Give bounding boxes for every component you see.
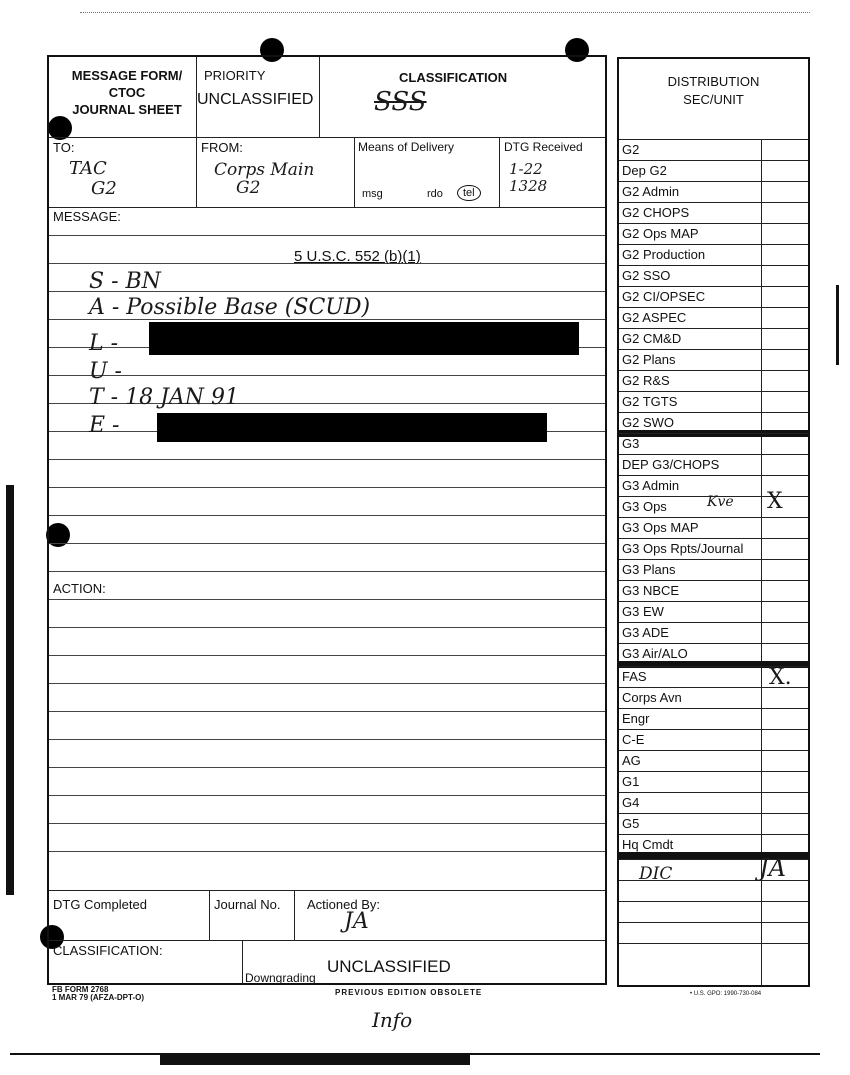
classification-struck: SSS — [374, 87, 427, 117]
distribution-row — [619, 729, 808, 750]
scan-bottom-bar — [160, 1055, 470, 1065]
salute-activity: A - Possible Base (SCUD) — [89, 295, 371, 320]
distribution-row-label: Hq Cmdt — [622, 837, 674, 852]
distribution-row-label: G2 Ops MAP — [622, 226, 699, 241]
divider — [49, 207, 605, 208]
priority-value: UNCLASSIFIED — [197, 91, 314, 108]
distribution-row-label: G2 — [622, 142, 640, 157]
scan-edge-bar — [836, 285, 839, 365]
distribution-row-label: G5 — [622, 816, 640, 831]
distribution-row-label: G1 — [622, 774, 640, 789]
salute-location: L - — [89, 331, 119, 356]
actioned-by-label: Actioned By: — [307, 897, 380, 912]
form-number: FB FORM 2768 1 MAR 79 (AFZA-DPT-O) — [52, 985, 144, 1002]
distribution-row-label: G2 ASPEC — [622, 310, 687, 325]
distribution-row — [619, 370, 808, 391]
distribution-row-label: G2 CM&D — [622, 331, 682, 346]
actioned-by-value: JA — [344, 909, 369, 934]
ruled-line — [49, 739, 605, 740]
gpo-note: • U.S. GPO: 1990-730-084 — [690, 991, 762, 997]
distribution-row-label: G2 Plans — [622, 352, 676, 367]
action-label: ACTION: — [53, 581, 106, 596]
salute-time: T - 18 JAN 91 — [89, 385, 240, 410]
distribution-row — [619, 580, 808, 601]
ruled-line — [49, 683, 605, 684]
fas-mark: X. — [769, 665, 792, 690]
priority-label: PRIORITY — [204, 68, 266, 83]
distribution-row — [619, 750, 808, 771]
distribution-row — [619, 202, 808, 223]
distribution-row — [619, 139, 808, 160]
ruled-line — [49, 375, 605, 376]
message-label: MESSAGE: — [53, 209, 121, 224]
delivery-msg: msg — [362, 188, 383, 200]
ruled-line — [49, 515, 605, 516]
distribution-row-label: G3 Plans — [622, 562, 676, 577]
distribution-row — [619, 181, 808, 202]
distribution-row — [619, 538, 808, 559]
ruled-line — [49, 627, 605, 628]
ruled-line — [49, 487, 605, 488]
distribution-row — [619, 349, 808, 370]
dtg-received-label: DTG Received — [504, 140, 583, 154]
distribution-row-label: G3 Admin — [622, 478, 680, 493]
distribution-row-label: G2 SWO — [622, 415, 675, 430]
journal-no-label: Journal No. — [214, 897, 281, 912]
distribution-row — [619, 328, 808, 349]
redaction-equipment — [157, 413, 547, 442]
divider — [499, 137, 500, 207]
scan-edge-bar — [6, 485, 14, 895]
g3-ops-mark: X — [767, 489, 783, 514]
distribution-row-label: G3 — [622, 436, 640, 451]
distribution-row — [619, 687, 808, 708]
delivery-rdo: rdo — [427, 188, 443, 200]
distribution-row-label: DEP G3/CHOPS — [622, 457, 720, 472]
to-value: TAC G2 — [69, 158, 117, 199]
distribution-row — [619, 286, 808, 307]
distribution-row-label: AG — [622, 753, 641, 768]
ruled-line — [49, 543, 605, 544]
distribution-row — [619, 433, 808, 454]
redaction-location — [149, 322, 579, 355]
divider — [354, 137, 355, 207]
distribution-row — [619, 391, 808, 412]
delivery-label: Means of Delivery — [358, 140, 455, 154]
distribution-row-label: G3 Air/ALO — [622, 646, 688, 661]
ruled-line — [49, 571, 605, 572]
ruled-line — [49, 599, 605, 600]
divider — [242, 940, 243, 985]
distribution-row — [619, 708, 808, 729]
distribution-row-label: G2 Production — [622, 247, 706, 262]
ruled-line — [49, 823, 605, 824]
delivery-tel-circled: tel — [457, 185, 481, 201]
ruled-line — [49, 795, 605, 796]
scan-header-noise — [80, 12, 810, 16]
distribution-row — [619, 517, 808, 538]
distribution-row-label: G3 ADE — [622, 625, 669, 640]
distribution-row-label: G3 NBCE — [622, 583, 680, 598]
ruled-line — [49, 655, 605, 656]
divider — [49, 890, 605, 891]
g3-ops-note: Kve — [707, 494, 734, 510]
distribution-row — [619, 771, 808, 792]
distribution-row — [619, 160, 808, 181]
distribution-row-label: G3 Ops Rpts/Journal — [622, 541, 744, 556]
to-label: TO: — [53, 140, 75, 155]
ruled-line — [49, 711, 605, 712]
from-label: FROM: — [201, 140, 243, 155]
distribution-blank-row — [619, 943, 808, 964]
exemption-code: 5 U.S.C. 552 (b)(1) — [294, 248, 421, 265]
distribution-row-label: G4 — [622, 795, 640, 810]
distribution-row — [619, 223, 808, 244]
divider — [209, 890, 210, 940]
ruled-line — [49, 767, 605, 768]
distribution-row-label: G2 TGTS — [622, 394, 678, 409]
distribution-row — [619, 559, 808, 580]
distribution-row-label: Dep G2 — [622, 163, 667, 178]
distribution-row-label: Engr — [622, 711, 650, 726]
distribution-row-label: G2 CI/OPSEC — [622, 289, 706, 304]
distribution-row-label: C-E — [622, 732, 645, 747]
distribution-row — [619, 454, 808, 475]
distribution-row — [619, 622, 808, 643]
distribution-row-label: G2 Admin — [622, 184, 680, 199]
distribution-row — [619, 813, 808, 834]
divider — [49, 940, 605, 941]
doc-row-text: DIC — [639, 864, 673, 884]
ruled-line — [49, 459, 605, 460]
message-form — [47, 55, 607, 985]
salute-size: S - BN — [89, 269, 161, 294]
distribution-row-label: FAS — [622, 669, 647, 684]
distribution-panel — [617, 57, 810, 987]
salute-unit: U - — [89, 359, 122, 384]
distribution-blank-row — [619, 901, 808, 922]
distribution-title: DISTRIBUTION SEC/UNIT — [667, 74, 760, 107]
distribution-row-label: G3 EW — [622, 604, 664, 619]
from-value: Corps Main G2 — [214, 160, 315, 198]
info-note: Info — [372, 1008, 413, 1032]
previous-edition-note: PREVIOUS EDITION OBSOLETE — [335, 988, 483, 997]
doc-initials: JA — [759, 854, 786, 882]
dtg-completed-label: DTG Completed — [53, 897, 147, 912]
classification-footer-label: CLASSIFICATION: — [53, 943, 163, 958]
dtg-received-value: 1-22 1328 — [509, 160, 548, 195]
distribution-row-label: G3 Ops — [622, 499, 667, 514]
ruled-line — [49, 851, 605, 852]
divider — [49, 137, 605, 138]
distribution-row — [619, 265, 808, 286]
form-title: MESSAGE FORM/ CTOC JOURNAL SHEET — [71, 68, 183, 117]
divider — [294, 890, 295, 940]
distribution-row — [619, 244, 808, 265]
distribution-row-label: G2 SSO — [622, 268, 671, 283]
distribution-row-label: G3 Ops MAP — [622, 520, 699, 535]
distribution-row — [619, 601, 808, 622]
ruled-line — [49, 235, 605, 236]
salute-equipment: E - — [89, 413, 120, 438]
distribution-row-label: G2 R&S — [622, 373, 670, 388]
distribution-row-label: Corps Avn — [622, 690, 682, 705]
distribution-row — [619, 792, 808, 813]
classification-footer-value: UNCLASSIFIED — [327, 957, 451, 976]
downgrading-label: Downgrading — [245, 971, 316, 985]
distribution-row — [619, 307, 808, 328]
divider — [196, 137, 197, 207]
classification-label: CLASSIFICATION — [399, 70, 508, 85]
distribution-blank-row — [619, 922, 808, 943]
divider — [319, 57, 320, 137]
distribution-row-label: G2 CHOPS — [622, 205, 690, 220]
